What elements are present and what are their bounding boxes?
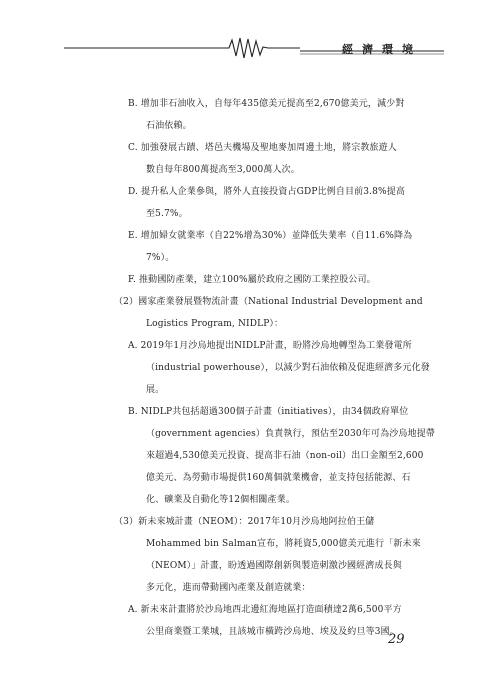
text-line-nb2: （government agencies）負責執行，預估至2030年可為沙烏地提帶 bbox=[146, 429, 435, 439]
text-line-e1: E. 增加婦女就業率（自22%增為30%）並降低失業率（自11.6%降為 bbox=[128, 231, 413, 241]
text-line-nb4: 億美元、為勞動市場提供160萬個就業機會，並支持包括能源、石 bbox=[146, 473, 411, 483]
text-line-s2a: （2）國家產業發展暨物流計畫（National Industrial Development and bbox=[114, 297, 423, 307]
text-line-f1: F. 推動國防產業，建立100%屬於政府之國防工業控股公司。 bbox=[128, 275, 376, 285]
text-line-s3c: （NEOM）」計畫，盼透過國際創新與製造刺激沙國經濟成長與 bbox=[146, 561, 402, 571]
text-line-nb3: 來超過4,530億美元投資、提高非石油（non-oil）出口金額至2,600 bbox=[146, 451, 424, 461]
text-line-c1: C. 加強發展古蹟、塔邑夫機場及聖地麥加周邊土地，將宗教旅遊人 bbox=[128, 143, 397, 153]
text-line-s3b: Mohammed bin Salman宣布，將耗資5,000億美元進行「新未來 bbox=[146, 539, 421, 549]
text-line-e2: 7%）。 bbox=[146, 253, 175, 263]
page-number: 29 bbox=[388, 632, 405, 647]
text-line-d1: D. 提升私人企業參與，將外人直接投資占GDP比例自目前3.8%提高 bbox=[128, 187, 406, 197]
text-line-s2b: Logistics Program, NIDLP）： bbox=[146, 319, 284, 329]
text-line-a2: （industrial powerhouse），以減少對石油依賴及促進經濟多元化發 bbox=[146, 363, 430, 373]
pulse-line-icon bbox=[225, 38, 300, 58]
text-line-b1: B. 增加非石油收入，自每年435億美元提高至2,670億美元，減少對 bbox=[128, 99, 405, 109]
text-line-nb5: 化、礦業及自動化等12個相關產業。 bbox=[146, 495, 296, 505]
text-line-nb1: B. NIDLP共包括超過300個子計畫（initiatives），由34個政府單位 bbox=[128, 407, 409, 417]
text-line-a1: A. 2019年1月沙烏地提出NIDLP計畫，盼將沙烏地轉型為工業發電所 bbox=[128, 341, 412, 351]
text-line-na1: A. 新未來計畫將於沙烏地西北邊紅海地區打造面積達2萬6,500平方 bbox=[128, 605, 402, 615]
text-line-c2: 數自每年800萬提高至3,000萬人次。 bbox=[146, 165, 300, 175]
text-line-na2: 公里商業暨工業城，且該城市橫跨沙烏地、埃及及約旦等3國。 bbox=[146, 627, 399, 637]
header-title: 經濟環境 bbox=[342, 43, 422, 56]
text-line-d2: 至5.7%。 bbox=[146, 209, 188, 219]
text-line-a3: 展。 bbox=[146, 385, 165, 395]
text-line-s3a: （3）新未來城計畫（NEOM）：2017年10月沙烏地阿拉伯王儲 bbox=[114, 517, 375, 527]
running-header bbox=[0, 0, 480, 70]
header-decoration bbox=[0, 0, 480, 70]
text-line-b2: 石油依賴。 bbox=[146, 121, 192, 131]
text-line-s3d: 多元化，進而帶動國內產業及創造就業： bbox=[146, 583, 311, 593]
